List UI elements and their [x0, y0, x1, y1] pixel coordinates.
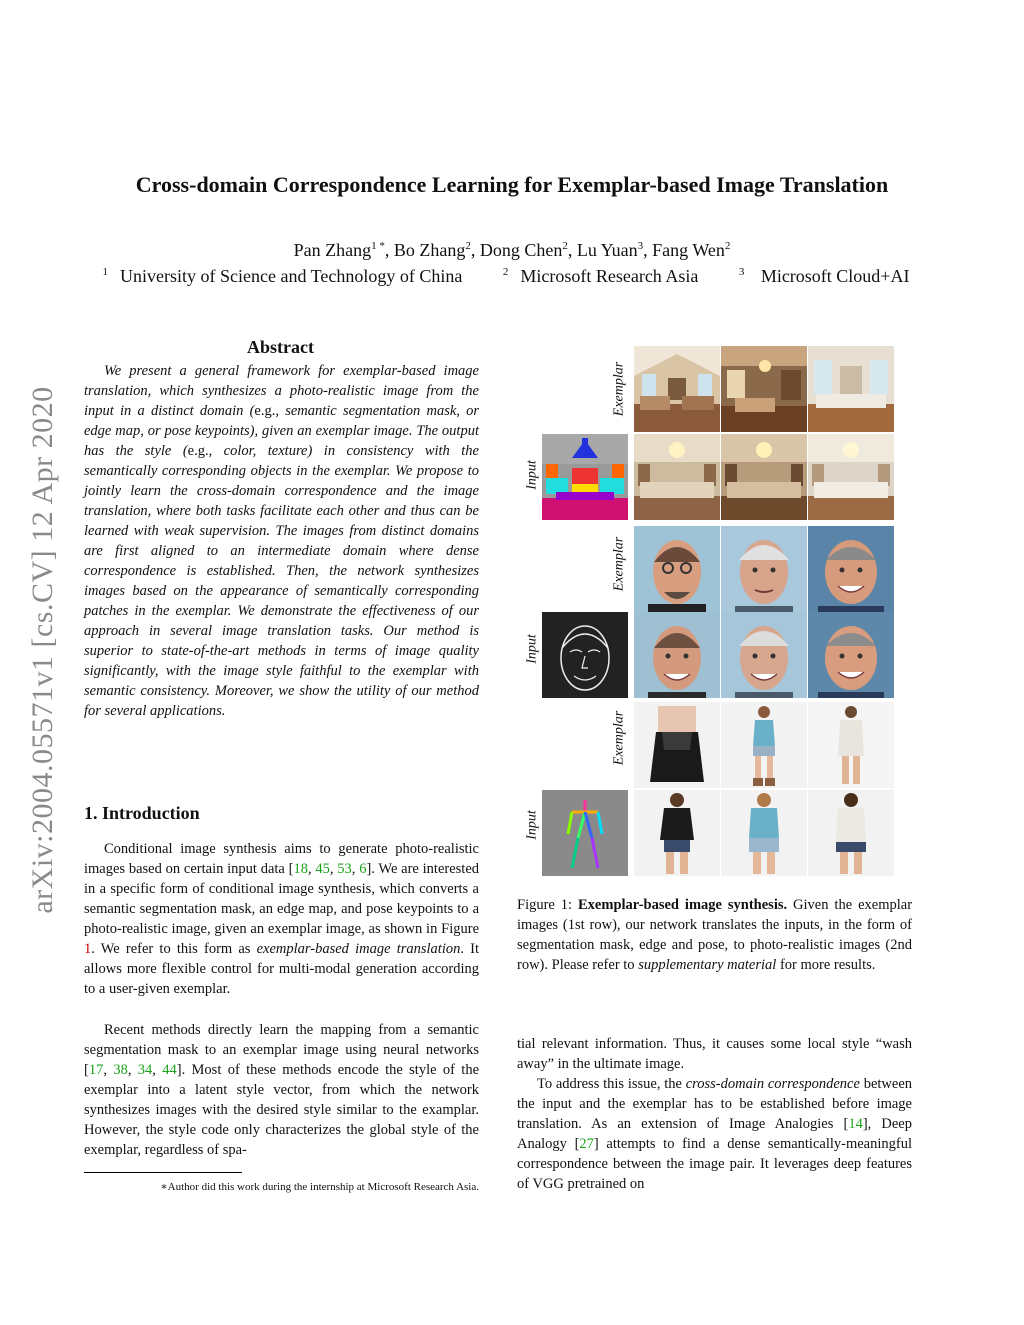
affiliation	[103, 266, 475, 286]
face-output-image	[808, 612, 894, 698]
arxiv-stamp	[22, 350, 64, 950]
citation-link[interactable]: 38	[113, 1062, 128, 1078]
caption-span: Given the exemplar images (1st row), our network translates the inputs, in the form of segmentation mask, edge and pose, to photo-realistic images (2nd row). Please refer to	[517, 897, 913, 973]
text-span: ] attempts to find a dense semantically-meaningful correspondence between the image pair. It leverages deep features of VGG pretrained on	[517, 1136, 913, 1192]
fashion-output-image	[808, 790, 894, 876]
text-span: ], Deep Analogy [	[517, 1116, 912, 1152]
col2-paragraph-1: tial relevant information. Thus, it causes some local style “wash away” in the ultimate image.	[517, 1036, 912, 1072]
footnote: ∗Author did this work during the internship at Microsoft Research Asia.	[160, 1181, 479, 1193]
text-span: ]. Most of these methods encode the style of the exemplar into a latent style vector, from which the network synthesizes images with the desired style similar to the examplar. However, the style code only characterizes the global style of the exemplar, regardless of spa-	[84, 1062, 480, 1158]
emphasis: cross-domain correspondence	[685, 1076, 860, 1092]
author-name: Pan Zhang	[293, 240, 372, 260]
row-label-input: Input	[524, 634, 540, 664]
affil-mark: 2	[465, 240, 471, 252]
caption-emphasis: supplementary material	[638, 957, 777, 973]
face-output-image	[634, 612, 720, 698]
text-span: Recent methods directly learn the mapping from a semantic segmentation mask to an exemplar image using neural networks [	[84, 1022, 479, 1078]
paper-title: Cross-domain Correspondence Learning for Exemplar-based Image Translation	[135, 172, 889, 197]
room-exemplar-image	[808, 346, 894, 432]
caption-bold: Exemplar-based image synthesis.	[578, 897, 788, 913]
caption-span: for more results.	[776, 957, 876, 973]
author-list	[40, 240, 984, 261]
affil-name: Microsoft Cloud+AI	[756, 266, 910, 286]
row-label-exemplar: Exemplar	[611, 361, 627, 417]
fashion-exemplar-image	[721, 702, 807, 788]
intro-paragraph-1: Conditional image synthesis aims to generate photo-realistic images based on certain input data [18, 45, 53, 6]. We are interested in a specific form of conditional image synthesis, which converts a semantic segmentation mask, an edge map, and pose keypoints to a photo-realistic image, given an exemplar image, as shown in Figure 1. We refer to this form as exemplar-based image translation. It allows more flexible control for multi-modal generation according to a user-given exemplar.	[84, 841, 480, 997]
fashion-output-image	[721, 790, 807, 876]
citation-link[interactable]: 17	[88, 1062, 104, 1078]
fashion-exemplar-image	[808, 702, 894, 788]
face-exemplar-image	[721, 526, 807, 612]
row-label-input: Input	[524, 460, 540, 490]
affil-mark: 2	[724, 240, 731, 252]
affil-mark: 2	[562, 240, 568, 252]
intro-paragraph-2: Recent methods directly learn the mapping from a semantic segmentation mask to an exemplar image using neural networks [17, 38, 34, 44]. Most of these methods encode the style of the exemplar into a latent style vector, from which the network synthesizes images with the desired style similar to the examplar. However, the style code only characterizes the global style of the exemplar, regardless of spa-	[84, 1022, 480, 1158]
affiliation-list	[40, 266, 984, 287]
author-name: , Lu Yuan	[567, 240, 638, 260]
emphasis: exemplar-based image translation	[256, 941, 461, 957]
room-exemplar-image	[721, 346, 807, 432]
room-output-image	[721, 434, 807, 520]
text-span: To address this issue, the	[537, 1076, 686, 1092]
row-label-exemplar: Exemplar	[611, 710, 627, 766]
citation-link[interactable]: 18	[293, 861, 308, 877]
author-name: , Bo Zhang	[384, 240, 466, 260]
text-span: Conditional image synthesis aims to generate photo-realistic images based on certain input data [	[84, 841, 479, 877]
affil-mark: 1	[371, 240, 377, 252]
text-span: . It allows more flexible control for multi-modal generation according to a user-given exemplar.	[84, 941, 480, 997]
abstract-span: e.g.	[254, 403, 276, 419]
affiliation	[739, 266, 922, 286]
segmentation-mask-input	[542, 434, 628, 520]
edge-map-input	[542, 612, 628, 698]
affil-num: 1	[102, 266, 109, 278]
affiliation	[503, 266, 710, 286]
affil-name: University of Science and Technology of China	[120, 266, 463, 286]
citation-link[interactable]: 45	[315, 861, 330, 877]
abstract-span: We present a general framework for exemplar-based image translation, which synthesizes a photo-realistic image from the input in a distinct domain (	[84, 363, 479, 419]
row-label-input: Input	[524, 810, 540, 840]
citation-link[interactable]: 53	[337, 861, 352, 877]
fashion-exemplar-image	[634, 702, 720, 788]
figure-ref-link[interactable]: 1	[84, 941, 92, 957]
affil-name: Microsoft Research Asia	[520, 266, 699, 286]
caption-span: Figure 1:	[517, 897, 579, 913]
room-exemplar-image	[634, 346, 720, 432]
text-span: ]. We are interested in a specific form of conditional image synthesis, which converts a semantic segmentation mask, an edge map, and pose keypoints to a photo-realistic image, given an exemplar image, as shown in Figure	[84, 861, 480, 937]
abstract-heading: Abstract	[247, 337, 314, 357]
affil-num: 3	[738, 266, 745, 278]
abstract-span: , semantic segmentation mask, or edge map, or pose keypoints), given an exemplar image. The output has the style (	[84, 403, 480, 459]
section-heading-introduction: 1. Introduction	[84, 803, 200, 823]
citation-link[interactable]: 6	[359, 861, 367, 877]
citation-link[interactable]: 44	[162, 1062, 177, 1078]
face-exemplar-image	[634, 526, 720, 612]
abstract-text	[84, 361, 479, 721]
text-span: between the input and the exemplar has to be established before image translation. As an extension of Image Analogies [	[517, 1076, 913, 1132]
figure-1-caption	[517, 895, 912, 975]
citation-link[interactable]: 34	[137, 1062, 153, 1078]
text-span: . We refer to this form as	[91, 941, 257, 957]
author-name: , Dong Chen	[470, 240, 563, 260]
affil-num: 2	[502, 266, 509, 278]
fashion-output-image	[634, 790, 720, 876]
citation-link[interactable]: 14	[848, 1116, 863, 1132]
face-exemplar-image	[808, 526, 894, 612]
room-output-image	[634, 434, 720, 520]
affil-mark: 3	[637, 240, 644, 252]
arxiv-id-text: arXiv:2004.05571v1 [cs.CV] 12 Apr 2020	[26, 386, 59, 914]
pose-keypoints-input	[542, 790, 628, 876]
room-output-image	[808, 434, 894, 520]
citation-link[interactable]: 27	[579, 1136, 594, 1152]
abstract-span: , color, texture) in consistency with the semantically corresponding objects in the exemplar. We propose to jointly learn the cross-domain correspondence and the image translation, where both tasks facilitate each other and thus can be learned with weak supervision. The images from distinct domains are first aligned to an intermediate domain where dense correspondence is established. Then, the network synthesizes images based on the appearance of semantically corresponding patches in the exemplar. We demonstrate the effectiveness of our approach in several image translation tasks. Our method is superior to state-of-the-art methods in terms of image quality significantly, with the image style faithful to the exemplar with semantic consistency. Moreover, we show the utility of our method for several applications.	[84, 443, 479, 719]
abstract-span: e.g.	[187, 443, 209, 459]
figure-1	[500, 340, 910, 885]
footnote-rule	[84, 1172, 242, 1173]
face-output-image	[721, 612, 807, 698]
footnote-mark: *	[376, 240, 385, 252]
col2-paragraph-2	[517, 1074, 912, 1194]
row-label-exemplar: Exemplar	[611, 536, 627, 592]
author-name: , Fang Wen	[643, 240, 725, 260]
